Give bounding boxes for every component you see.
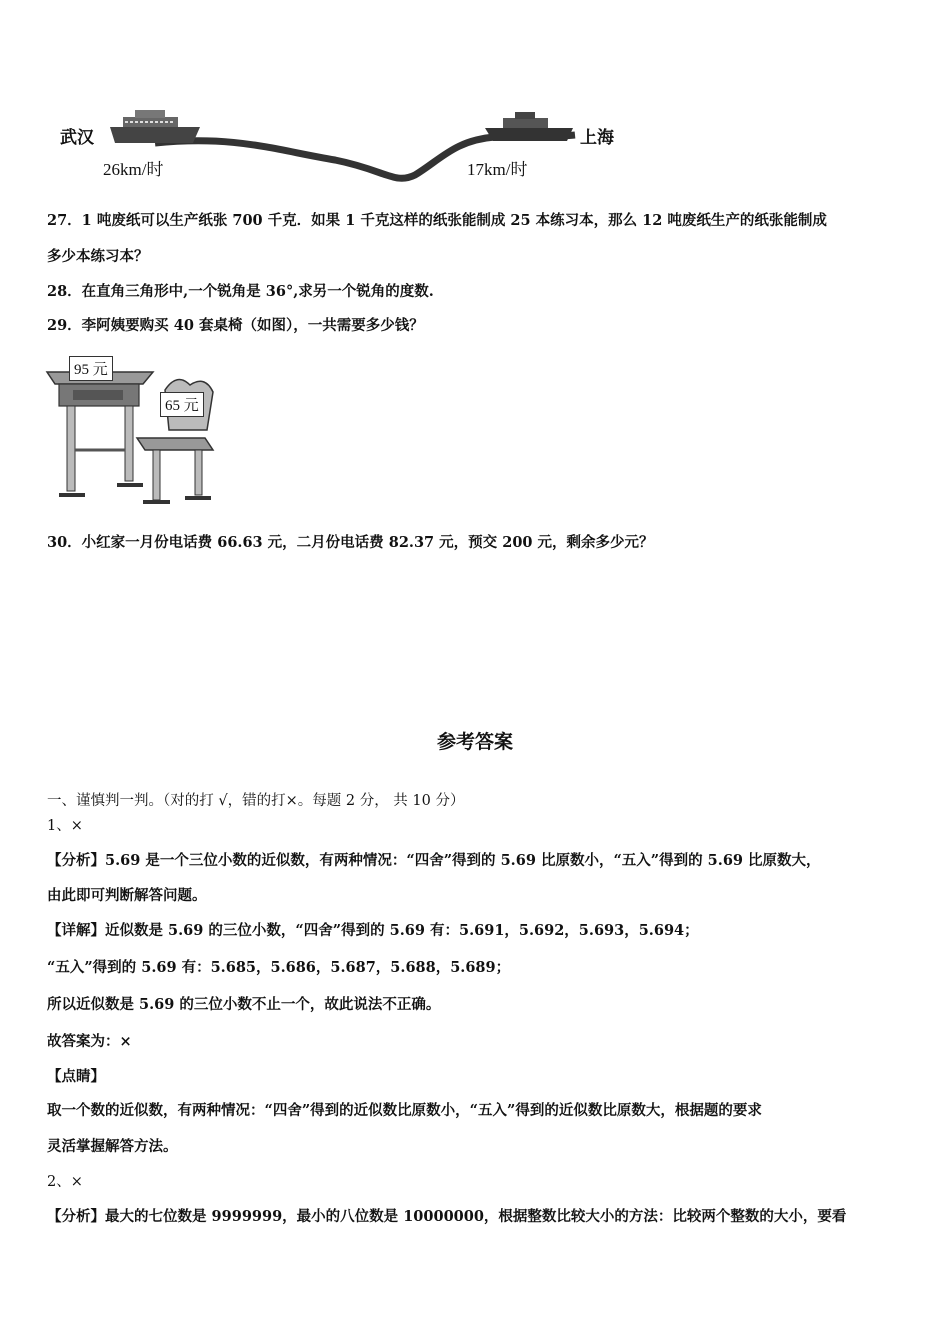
answer-1-point-line1: 取一个数的近似数，有两种情况：“四舍”得到的近似数比原数小，“五入”得到的近似数比原数大，根据题的要求 — [47, 1102, 762, 1119]
chair-price-tag: 65 元 — [160, 392, 204, 417]
answer-2-number: 2、× — [47, 1174, 83, 1190]
river-map — [55, 105, 635, 190]
question-29: 29．李阿姨要购买 40 套桌椅（如图），一共需要多少钱？ — [47, 317, 424, 334]
question-30: 30．小红家一月份电话费 66.63 元，二月份电话费 82.37 元，预交 200 元，剩余多少元？ — [47, 534, 654, 551]
answer-1-detail-line1: 【详解】近似数是 5.69 的三位小数，“四舍”得到的 5.69 有：5.691，5.692，5.693，5.694； — [47, 922, 699, 939]
question-27-line2: 多少本练习本？ — [47, 248, 149, 265]
desk-chair-illustration — [45, 350, 225, 510]
answer-title: 参考答案 — [436, 731, 513, 753]
question-28: 28．在直角三角形中,一个锐角是 36°,求另一个锐角的度数. — [47, 283, 434, 300]
ship-left-icon — [110, 110, 200, 143]
answer-1-point-line2: 灵活掌握解答方法。 — [47, 1138, 178, 1155]
right-speed-label: 17km/时 — [467, 160, 528, 179]
left-city-label: 武汉 — [60, 128, 94, 148]
desk-price-tag: 95 元 — [69, 356, 113, 381]
answer-2-analysis-line1: 【分析】最大的七位数是 9999999，最小的八位数是 10000000，根据整数比较大小的方法：比较两个整数的大小，要看 — [47, 1208, 847, 1225]
ship-right-icon — [485, 112, 573, 141]
answer-1-analysis-line1: 【分析】5.69 是一个三位小数的近似数，有两种情况：“四舍”得到的 5.69 比原数小，“五入”得到的 5.69 比原数大， — [47, 852, 821, 869]
right-city-label: 上海 — [580, 128, 614, 148]
question-27-line1: 27．1 吨废纸可以生产纸张 700 千克．如果 1 千克这样的纸张能制成 25 本练习本，那么 12 吨废纸生产的纸张能制成 — [47, 212, 827, 229]
answer-1-number: 1、× — [47, 818, 83, 834]
answer-1-detail-line3: 所以近似数是 5.69 的三位小数不止一个，故此说法不正确。 — [47, 996, 441, 1013]
left-speed-label: 26km/时 — [103, 160, 164, 179]
answer-1-final: 故答案为：× — [47, 1033, 132, 1050]
answer-1-analysis-line2: 由此即可判断解答问题。 — [47, 887, 207, 904]
section-1-heading: 一、谨慎判一判。（对的打 √，错的打×。每题 2 分， 共 10 分） — [47, 793, 465, 809]
answer-1-detail-line2: “五入”得到的 5.69 有：5.685，5.686，5.687，5.688，5.689； — [47, 959, 511, 976]
answer-1-point-label: 【点睛】 — [47, 1068, 105, 1085]
